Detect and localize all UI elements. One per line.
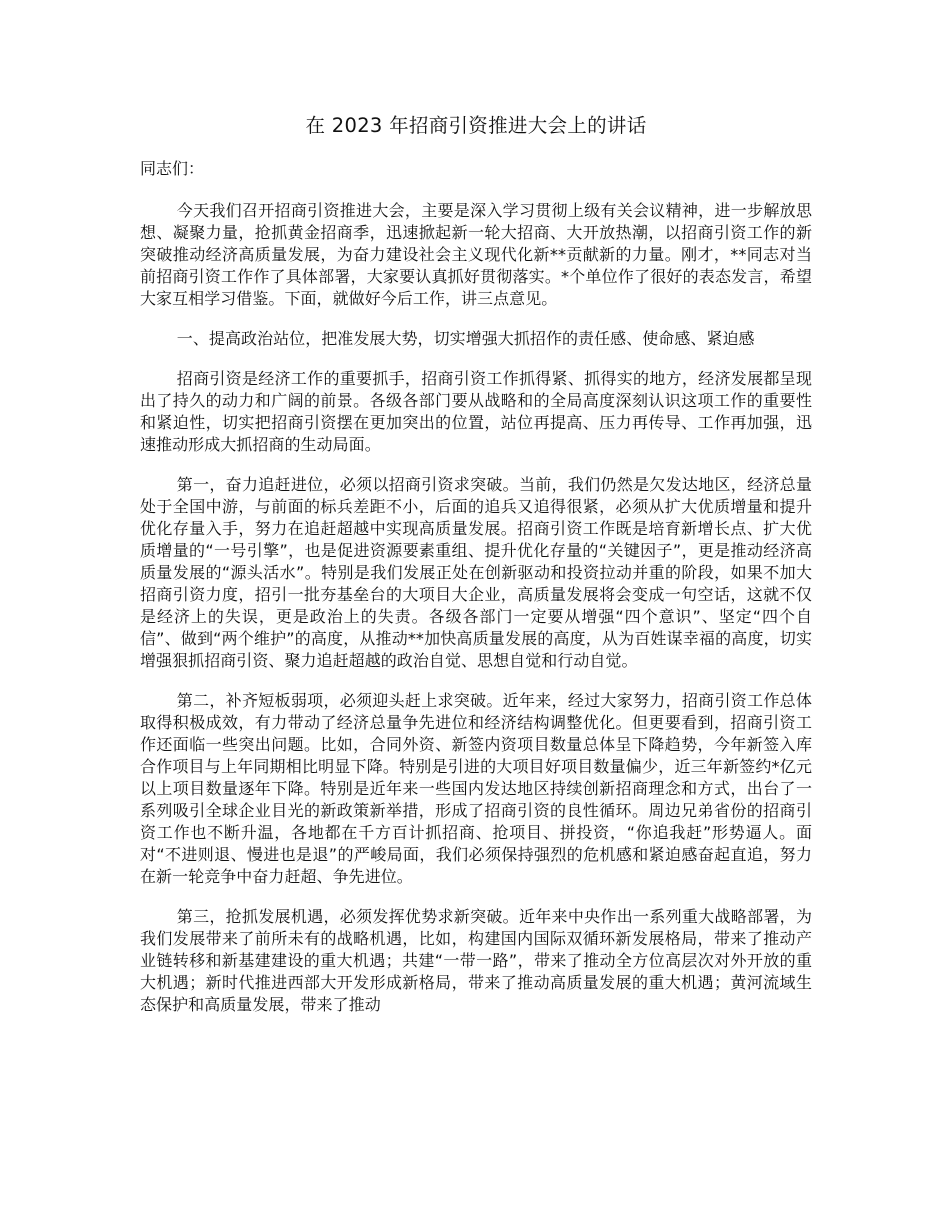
paragraph-point-3: 第三，抢抓发展机遇，必须发挥优势求新突破。近年来中央作出一系列重大战略部署，为我们发展带来了前所未有的战略机遇，比如，构建国内国际双循环新发展格局，带来了推动产业链转移和新基建建设的重大机遇；共建“一带一路”，带来了推动全方位高层次对外开放的重大机遇；新时代推进西部大开发形成新格局，带来了推动高质量发展的重大机遇；黄河流域生态保护和高质量发展，带来了推动 bbox=[140, 907, 812, 1014]
paragraph-opening: 今天我们召开招商引资推进大会，主要是深入学习贯彻上级有关会议精神，进一步解放思想、凝聚力量，抢抓黄金招商季，迅速掀起新一轮大招商、大开放热潮，以招商引资工作的新突破推动经济高质量发展，为奋力建设社会主义现代化新**贡献新的力量。刚才，**同志对当前招商引资工作作了具体部署，大家要认真抓好贯彻落实。*个单位作了很好的表态发言，希望大家互相学习借鉴。下面，就做好今后工作，讲三点意见。 bbox=[140, 201, 812, 308]
paragraph-point-1: 第一，奋力追赶进位，必须以招商引资求突破。当前，我们仍然是欠发达地区，经济总量处于全国中游，与前面的标兵差距不小，后面的追兵又追得很紧，必须从扩大优质增量和提升优化存量入手，努力在追赶超越中实现高质量发展。招商引资工作既是培育新增长点、扩大优质增量的“一号引擎”，也是促进资源要素重组、提升优化存量的“关键因子”，更是推动经济高质量发展的“源头活水”。特别是我们发展正处在创新驱动和投资拉动并重的阶段，如果不加大招商引资力度，招引一批夯基垒台的大项目大企业，高质量发展将会变成一句空话，这就不仅是经济上的失误，更是政治上的失责。各级各部门一定要从增强“四个意识”、坚定“四个自信”、做到“两个维护”的高度，从推动**加快高质量发展的高度，从为百姓谋幸福的高度，切实增强狠抓招商引资、聚力追赶超越的政治自觉、思想自觉和行动自觉。 bbox=[140, 475, 812, 670]
salutation: 同志们： bbox=[140, 159, 205, 178]
paragraph-section-intro: 招商引资是经济工作的重要抓手，招商引资工作抓得紧、抓得实的地方，经济发展都呈现出了持久的动力和广阔的前景。各级各部门要从战略和的全局高度深刻认识这项工作的重要性和紧迫性，切实把招商引资摆在更加突出的位置，站位再提高、压力再传导、工作再加强，迅速推动形成大抓招商的生动局面。 bbox=[140, 369, 812, 454]
document-page bbox=[140, 112, 812, 1034]
paragraph-point-2: 第二，补齐短板弱项，必须迎头赶上求突破。近年来，经过大家努力，招商引资工作总体取得积极成效，有力带动了经济总量争先进位和经济结构调整优化。但更要看到，招商引资工作还面临一些突出问题。比如，合同外资、新签内资项目数量总体呈下降趋势，今年新签入库合作项目与上年同期相比明显下降。特别是引进的大项目好项目数量偏少，近三年新签约*亿元以上项目数量逐年下降。特别是近年来一些国内发达地区持续创新招商理念和方式，出台了一系列吸引全球企业目光的新政策新举措，形成了招商引资的良性循环。周边兄弟省份的招商引资工作也不断升温，各地都在千方百计抓招商、抢项目、拼投资，“你追我赶”形势逼人。面对“不进则退、慢进也是退”的严峻局面，我们必须保持强烈的危机感和紧迫感奋起直追，努力在新一轮竞争中奋力赶超、争先进位。 bbox=[140, 691, 812, 886]
section-heading-1: 一、提高政治站位，把准发展大势，切实增强大抓招作的责任感、使命感、紧迫感 bbox=[176, 329, 755, 348]
document-title: 在 2023 年招商引资推进大会上的讲话 bbox=[305, 114, 647, 137]
